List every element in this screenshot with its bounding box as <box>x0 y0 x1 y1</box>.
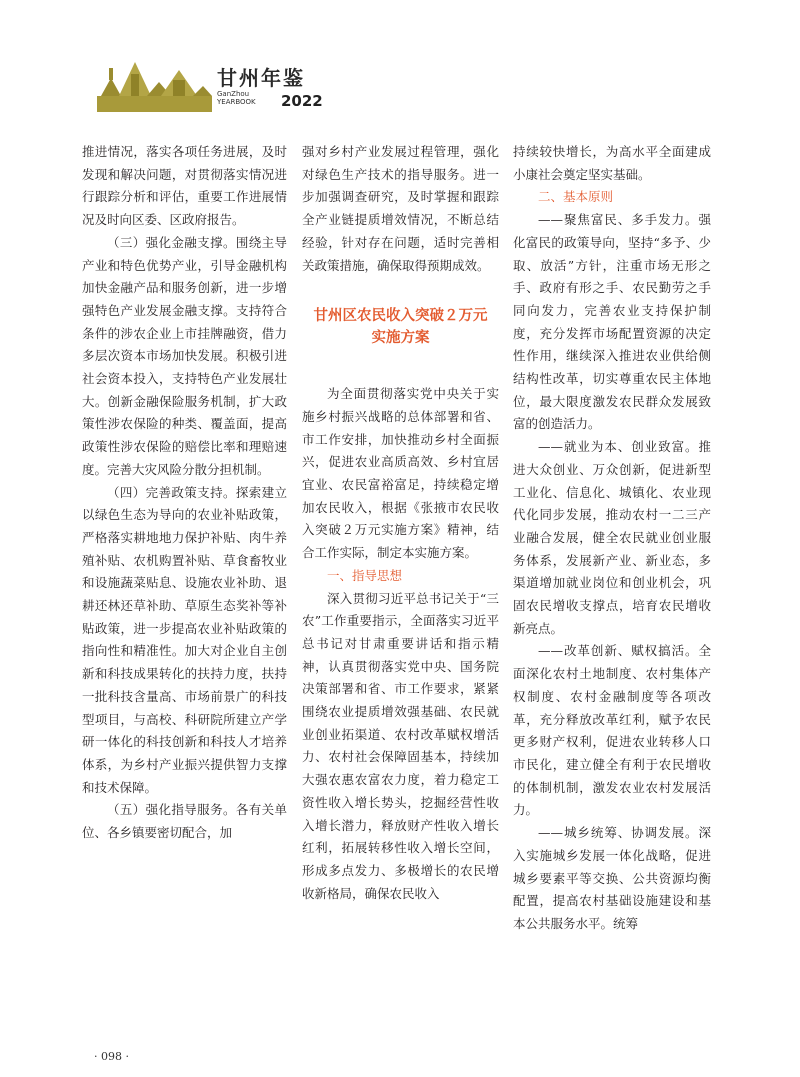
paragraph: 强对乡村产业发展过程管理，强化对绿色生产技术的指导服务。进一步加强调查研究，及时掌握和跟踪全产业链提质增效情况，不断总结经验，针对存在问题，适时完善相关政策措施，确保取得预期成效。 <box>302 144 499 273</box>
yearbook-subtitle <box>217 90 256 106</box>
subtitle-line-2: YEARBOOK <box>217 98 256 106</box>
paragraph: ——城乡统筹、协调发展。深入实施城乡发展一体化战略，促进城乡要素平等交换、公共资源均衡配置，提高农村基础设施建设和基本公共服务水平。统筹 <box>513 825 711 931</box>
paragraph: 深入贯彻习近平总书记关于“三农”工作重要指示，全面落实习近平总书记对甘肃重要讲话和指示精神，认真贯彻落实党中央、国务院决策部署和省、市工作要求，紧紧围绕农业提质增效强基础、农民就业创业拓渠道、农村改革赋权增活力、农村社会保障固基本，持续加大强农惠农富农力度，着力稳定工资性收入增长势头，挖掘经营性收入增长潜力，释放财产性收入增长红利，拓展转移性收入增长空间，形成多点发力、多极增长的农民增收新格局，确保农民收入 <box>302 590 499 901</box>
text-column-2 <box>302 141 499 905</box>
subtitle-line-1: GanZhou <box>217 90 250 98</box>
page-number: · 098 · <box>94 1050 129 1063</box>
paragraph: （三）强化金融支撑。围绕主导产业和特色优势产业，引导金融机构加快金融产品和服务创新，进一步增强特色产业发展金融支撑。支持符合条件的涉农企业上市挂牌融资，借力多层次资本市场加快发展。积极引进社会资本投入，支持特色产业发展壮大。创新金融保险服务机制，扩大政策性涉农保险的种类、覆盖面，提高政策性涉农保险的赔偿比率和理赔速度。完善大灾风险分散分担机制。 <box>82 234 287 477</box>
yearbook-title: 甘州年鉴 <box>217 66 305 90</box>
paragraph: （五）强化指导服务。各有关单位、各乡镇要密切配合，加 <box>82 802 287 841</box>
paragraph: ——聚焦富民、多手发力。强化富民的政策导向，坚持“多予、少取、放活”方针，注重市场无形之手、政府有形之手、农民勤劳之手同向发力，完善农业支持保护制度，充分发挥市场配置资源的决定性作用，继续深入推进农业供给侧结构性改革，切实尊重农民主体地位，最大限度激发农民群众发展致富的创造活力。 <box>513 212 711 432</box>
landmark-logo-icon <box>97 56 212 112</box>
subheading-guiding-ideology: 一、指导思想 <box>327 567 403 583</box>
paragraph: ——就业为本、创业致富。推进大众创业、万众创新，促进新型工业化、信息化、城镇化、农业现代化同步发展，推动农村一二三产业融合发展，健全农民就业创业服务体系，发展新产业、新业态，多渠道增加就业岗位和创业机会，巩固农民增收支撑点，培育农民增收新亮点。 <box>513 439 711 636</box>
section-title-line-1: 甘州区农民收入突破２万元 <box>313 308 488 325</box>
text-column-1 <box>82 141 287 845</box>
page-header <box>97 56 337 112</box>
text-column-3 <box>513 141 711 936</box>
paragraph: （四）完善政策支持。探索建立以绿色生态为导向的农业补贴政策，严格落实耕地地力保护补贴、肉牛养殖补贴、农机购置补贴、草食畜牧业和设施蔬菜贴息、设施农业补助、退耕还林还草补助、草原生态奖补等补贴政策，进一步提高农业补贴政策的指向性和精准性。加大对企业自主创新和科技成果转化的扶持力度，扶持一批科技含量高、市场前景广的科技型项目，与高校、科研院所建立产学研一体化的科技创新和科技人才培养体系，为乡村产业振兴提供智力支撑和技术保障。 <box>82 484 287 795</box>
subheading-basic-principles: 二、基本原则 <box>538 189 614 205</box>
paragraph: 持续较快增长，为高水平全面建成小康社会奠定坚实基础。 <box>513 144 711 182</box>
yearbook-year: 2022 <box>281 92 323 110</box>
paragraph: 为全面贯彻落实党中央关于实施乡村振兴战略的总体部署和省、市工作安排，加快推动乡村全面振兴，促进农业高质高效、乡村宜居宜业、农民富裕富足，持续稳定增加农民收入，根据《张掖市农民收入突破２万元实施方案》精神，结合工作实际，制定本实施方案。 <box>302 386 499 561</box>
paragraph: 推进情况，落实各项任务进展，及时发现和解决问题，对贯彻落实情况进行跟踪分析和评估，重要工作进展情况及时向区委、区政府报告。 <box>82 144 287 228</box>
paragraph: ——改革创新、赋权搞活。全面深化农村土地制度、农村集体产权制度、农村金融制度等各项改革，充分释放改革红利，赋予农民更多财产权利，促进农业转移人口市民化，建立健全有利于农民增收的体制机制，激发农业农村发展活力。 <box>513 643 711 818</box>
section-title <box>302 305 499 349</box>
section-title-line-2: 实施方案 <box>371 330 430 347</box>
